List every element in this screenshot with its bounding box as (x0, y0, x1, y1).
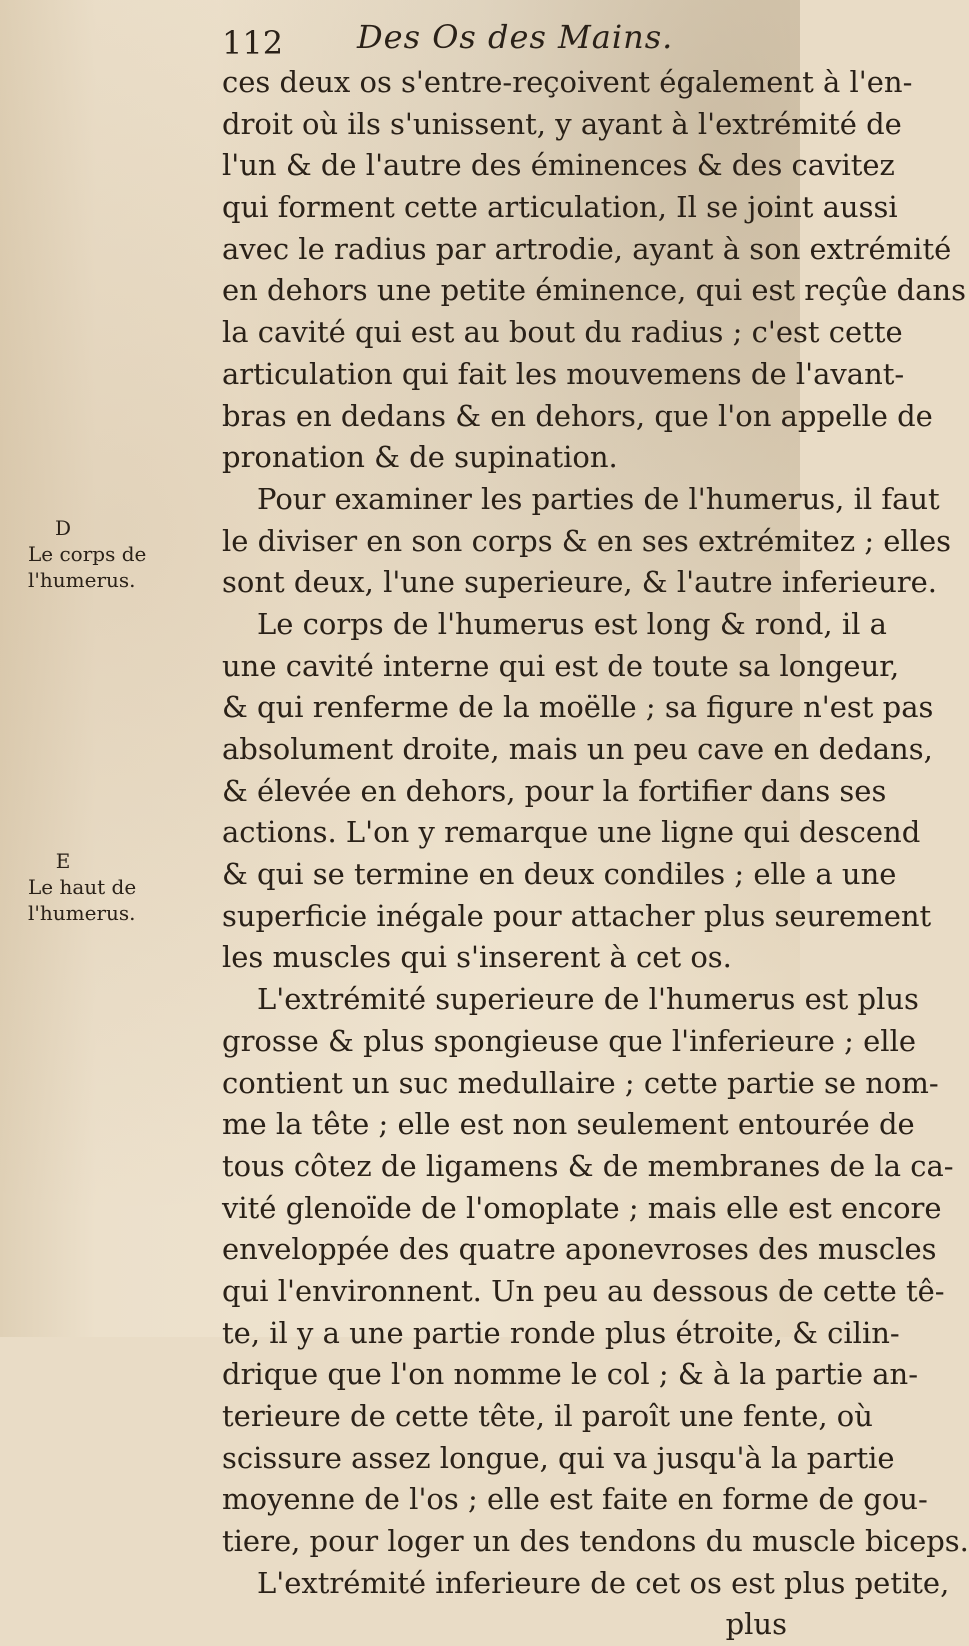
margin-note-text: Le haut de l'humerus. (28, 875, 137, 925)
text-line: qui l'environnent. Un peu au dessous de cette tê- (222, 1273, 945, 1308)
running-title: Des Os des Mains. (357, 18, 674, 56)
text-line: avec le radius par artrodie, ayant à son extrémité (222, 231, 952, 266)
text-line: Pour examiner les parties de l'humerus, il faut (257, 481, 940, 516)
page-header (222, 18, 782, 68)
text-line: & qui se termine en deux condiles ; elle a une (222, 857, 897, 892)
text-line: moyenne de l'os ; elle est faite en forme de gou- (222, 1482, 928, 1517)
text-line: superficie inégale pour attacher plus seurement (222, 898, 932, 933)
text-line: les muscles qui s'inserent à cet os. (222, 940, 732, 975)
text-line: L'extrémité inferieure de cet os est plus petite, (257, 1565, 950, 1600)
body-text (222, 62, 969, 1646)
text-line: qui forment cette articulation, Il se joint aussi (222, 190, 898, 225)
text-line: absolument droite, mais un peu cave en dedans, (222, 732, 933, 766)
text-line: drique que l'on nomme le col ; & à la partie an- (222, 1357, 919, 1392)
text-line: ces deux os s'entre-reçoivent également à l'en- (222, 65, 913, 99)
text-line: pronation & de supination. (222, 440, 618, 475)
text-line: scissure assez longue, qui va jusqu'à la partie (222, 1440, 895, 1475)
text-line: terieure de cette tête, il paroît une fente, où (222, 1399, 873, 1433)
text-line: enveloppée des quatre aponevroses des muscles (222, 1232, 937, 1267)
margin-note-letter: E (55, 849, 71, 873)
text-line: droit où ils s'unissent, y ayant à l'extrémité de (222, 106, 902, 141)
text-line: L'extrémité superieure de l'humerus est plus (257, 982, 919, 1017)
catchword: plus (725, 1607, 787, 1642)
text-line: contient un suc medullaire ; cette partie se nom- (222, 1065, 939, 1100)
text-line: le diviser en son corps & en ses extrémitez ; elles (222, 523, 952, 558)
text-line: tous côtez de ligamens & de membranes de la ca- (222, 1148, 954, 1183)
text-line: & élevée en dehors, pour la fortifier dans ses (222, 773, 887, 808)
text-line: grosse & plus spongieuse que l'inferieure ; elle (222, 1023, 917, 1058)
text-line: articulation qui fait les mouvemens de l'avant- (222, 356, 905, 391)
margin-note-e (28, 848, 178, 926)
page-number: 112 (222, 24, 284, 62)
text-line: vité glenoïde de l'omoplate ; mais elle est encore (222, 1190, 942, 1225)
text-line: l'un & de l'autre des éminences & des cavitez (222, 148, 895, 183)
text-line: Le corps de l'humerus est long & rond, il a (257, 606, 887, 641)
text-line: sont deux, l'une superieure, & l'autre inferieure. (222, 565, 938, 600)
text-line: la cavité qui est au bout du radius ; c'est cette (222, 315, 903, 350)
margin-note-d (28, 515, 178, 593)
text-line: bras en dedans & en dehors, que l'on appelle de (222, 398, 933, 433)
text-line: me la tête ; elle est non seulement entourée de (222, 1107, 915, 1142)
margin-note-text: Le corps de l'humerus. (28, 542, 147, 592)
text-line: & qui renferme de la moëlle ; sa figure n'est pas (222, 690, 934, 725)
text-line: te, il y a une partie ronde plus étroite, & cilin- (222, 1315, 900, 1350)
margin-note-letter: D (54, 516, 72, 540)
text-line: une cavité interne qui est de toute sa longeur, (222, 648, 900, 683)
text-line: actions. L'on y remarque une ligne qui descend (222, 815, 921, 850)
text-line: en dehors une petite éminence, qui est reçûe dans (222, 273, 966, 308)
text-line: tiere, pour loger un des tendons du muscle biceps. (222, 1524, 969, 1559)
